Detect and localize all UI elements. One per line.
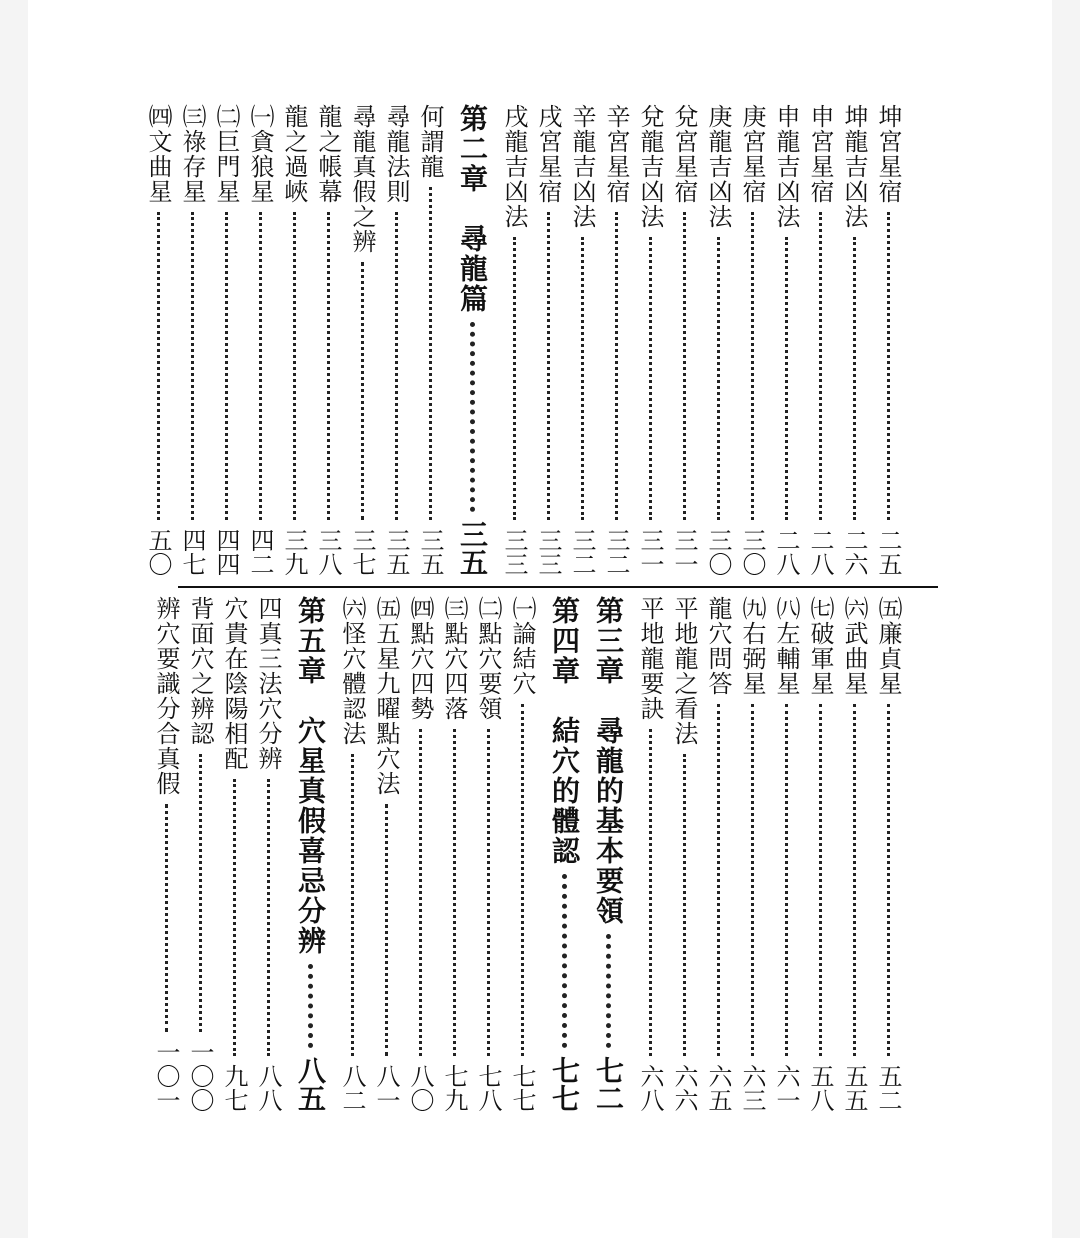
dot-leader [157,212,160,520]
page-number: 六八 [636,1064,664,1112]
dot-leader [233,779,236,1056]
page-number: 八八 [254,1064,282,1112]
dot-leader [887,704,890,1056]
entry-title: ㈧左輔星 [772,596,800,696]
toc-entry [414,104,446,576]
page-number: 七九 [440,1064,468,1112]
dot-leader [225,212,228,520]
page-number: 八〇 [406,1064,434,1112]
dot-leader [717,704,720,1056]
page-number: 三二 [602,528,630,576]
page-number: 三〇 [738,528,766,576]
entry-title: 背面穴之辨認 [186,596,214,746]
dot-leader [581,237,584,520]
page-number: 八五 [294,1056,327,1112]
toc-entry [210,104,242,576]
page-number: 一〇〇 [186,1040,214,1112]
dot-leader [429,187,432,520]
toc-entry [702,596,734,1112]
toc-page [28,0,1052,1238]
entry-title: ㈣點穴四勢 [406,596,434,721]
dot-leader [853,704,856,1056]
entry-title: 庚龍吉凶法 [704,104,732,229]
toc-entry [532,104,564,576]
page-number: 三〇 [704,528,732,576]
page-number: 三三 [534,528,562,576]
toc-entry [498,104,530,576]
dot-leader [419,729,422,1056]
toc-entry [244,104,276,576]
page-number: 二八 [806,528,834,576]
toc-entry [634,596,666,1112]
dot-leader [259,212,262,520]
dot-leader [453,729,456,1056]
entry-title: ㈤廉貞星 [874,596,902,696]
dot-leader [785,704,788,1056]
dot-leader [521,704,524,1056]
entry-title: ㈡點穴要領 [474,596,502,721]
page-number: 五五 [840,1064,868,1112]
chapter-entry [456,104,488,576]
toc-entry [506,596,538,1112]
toc-entry [736,596,768,1112]
page-number: 三九 [280,528,308,576]
toc-entry [184,596,216,1112]
section-divider [178,586,938,588]
entry-title: 兌宮星宿 [670,104,698,204]
dot-leader [361,262,364,520]
entry-title: 申宮星宿 [806,104,834,204]
entry-title: 尋龍法則 [382,104,410,204]
toc-entry [312,104,344,576]
toc-entry [142,104,174,576]
toc-entry [804,596,836,1112]
entry-title: ㈥怪穴體認法 [338,596,366,746]
toc-entry [278,104,310,576]
dot-leader [717,237,720,520]
toc-entry [634,104,666,576]
dot-leader [819,704,822,1056]
entry-title: 第三章 尋龍的基本要領 [592,596,625,926]
toc-entry [336,596,368,1112]
dot-leader [327,212,330,520]
entry-title: 申龍吉凶法 [772,104,800,229]
page-number: 五〇 [144,528,172,576]
toc-entry [218,596,250,1112]
toc-entry [804,104,836,576]
entry-title: ㈢點穴四落 [440,596,468,721]
toc-entry [600,104,632,576]
toc-entry [838,596,870,1112]
page-number: 七七 [548,1056,581,1112]
toc-entry [736,104,768,576]
dot-leader [683,212,686,520]
dot-leader [487,729,490,1056]
page-number: 三一 [636,528,664,576]
entry-title: ㈨右弼星 [738,596,766,696]
page-number: 四四 [212,528,240,576]
entry-title: 戌宮星宿 [534,104,562,204]
page-number: 七八 [474,1064,502,1112]
dot-leader [351,754,354,1056]
dot-leader [887,212,890,520]
entry-title: 龍之帳幕 [314,104,342,204]
page-number: 三三 [500,528,528,576]
entry-title: 平地龍要訣 [636,596,664,721]
page-number: 三七 [348,528,376,576]
entry-title: ㈤五星九曜點穴法 [372,596,400,796]
dot-leader [785,237,788,520]
page-number: 五八 [806,1064,834,1112]
toc-entry [566,104,598,576]
page-number: 二六 [840,528,868,576]
dot-leader [199,754,202,1032]
page-number: 三五 [416,528,444,576]
dot-leader [819,212,822,520]
page-number: 三二 [568,528,596,576]
toc-entry [176,104,208,576]
dot-leader [165,804,168,1032]
page-number: 八二 [338,1064,366,1112]
entry-title: 穴貴在陰陽相配 [220,596,248,771]
toc-entry [872,596,904,1112]
entry-title: 第四章 結穴的體認 [548,596,581,866]
dot-leader [751,212,754,520]
page-number: 三五 [456,520,489,576]
entry-title: 龍穴問答 [704,596,732,696]
toc-entry [770,104,802,576]
dot-leader [683,754,686,1056]
toc-entry [702,104,734,576]
entry-title: 平地龍之看法 [670,596,698,746]
entry-title: 戌龍吉凶法 [500,104,528,229]
entry-title: ㈦破軍星 [806,596,834,696]
entry-title: 辨穴要識分合真假 [152,596,180,796]
page-number: 七二 [592,1056,625,1112]
dot-leader [395,212,398,520]
dot-leader [267,779,270,1056]
entry-title: ㈢祿存星 [178,104,206,204]
dot-leader [308,964,313,1048]
page-number: 二八 [772,528,800,576]
toc-entry [404,596,436,1112]
entry-title: 第二章 尋龍篇 [456,104,489,314]
page-number: 三五 [382,528,410,576]
toc-entry [252,596,284,1112]
entry-title: 兌龍吉凶法 [636,104,664,229]
page-number: 四二 [246,528,274,576]
toc-entry [770,596,802,1112]
toc-entry [872,104,904,576]
entry-title: 辛宮星宿 [602,104,630,204]
entry-title: 庚宮星宿 [738,104,766,204]
page-number: 三一 [670,528,698,576]
dot-leader [606,934,611,1048]
entry-title: 辛龍吉凶法 [568,104,596,229]
chapter-entry [548,596,580,1112]
entry-title: 四真三法穴分辨 [254,596,282,771]
toc-entry [472,596,504,1112]
page-number: 五二 [874,1064,902,1112]
dot-leader [385,804,388,1056]
entry-title: ㈥武曲星 [840,596,868,696]
chapter-entry [592,596,624,1112]
page-number: 七七 [508,1064,536,1112]
toc-entry [150,596,182,1112]
toc-entry [346,104,378,576]
entry-title: ㈠貪狼星 [246,104,274,204]
page-number: 八一 [372,1064,400,1112]
dot-leader [649,237,652,520]
dot-leader [751,704,754,1056]
page-number: 九七 [220,1064,248,1112]
toc-entry [668,596,700,1112]
entry-title: 龍之過峽 [280,104,308,204]
toc-entry [438,596,470,1112]
toc-entry [668,104,700,576]
page-number: 三八 [314,528,342,576]
toc-entry [838,104,870,576]
dot-leader [513,237,516,520]
entry-title: 坤宮星宿 [874,104,902,204]
entry-title: 坤龍吉凶法 [840,104,868,229]
entry-title: 第五章 穴星真假喜忌分辨 [294,596,327,956]
entry-title: 尋龍真假之辨 [348,104,376,254]
dot-leader [293,212,296,520]
dot-leader [853,237,856,520]
toc-entry [380,104,412,576]
dot-leader [649,729,652,1056]
page-number: 六三 [738,1064,766,1112]
page-number: 一〇一 [152,1040,180,1112]
dot-leader [470,322,475,512]
page-number: 二五 [874,528,902,576]
dot-leader [191,212,194,520]
toc-entry [370,596,402,1112]
entry-title: 何謂龍 [416,104,444,179]
chapter-entry [294,596,326,1112]
page-number: 六六 [670,1064,698,1112]
page-number: 六一 [772,1064,800,1112]
entry-title: ㈡巨門星 [212,104,240,204]
entry-title: ㈠論結穴 [508,596,536,696]
page-number: 六五 [704,1064,732,1112]
page-number: 四七 [178,528,206,576]
dot-leader [547,212,550,520]
dot-leader [562,874,567,1048]
dot-leader [615,212,618,520]
entry-title: ㈣文曲星 [144,104,172,204]
